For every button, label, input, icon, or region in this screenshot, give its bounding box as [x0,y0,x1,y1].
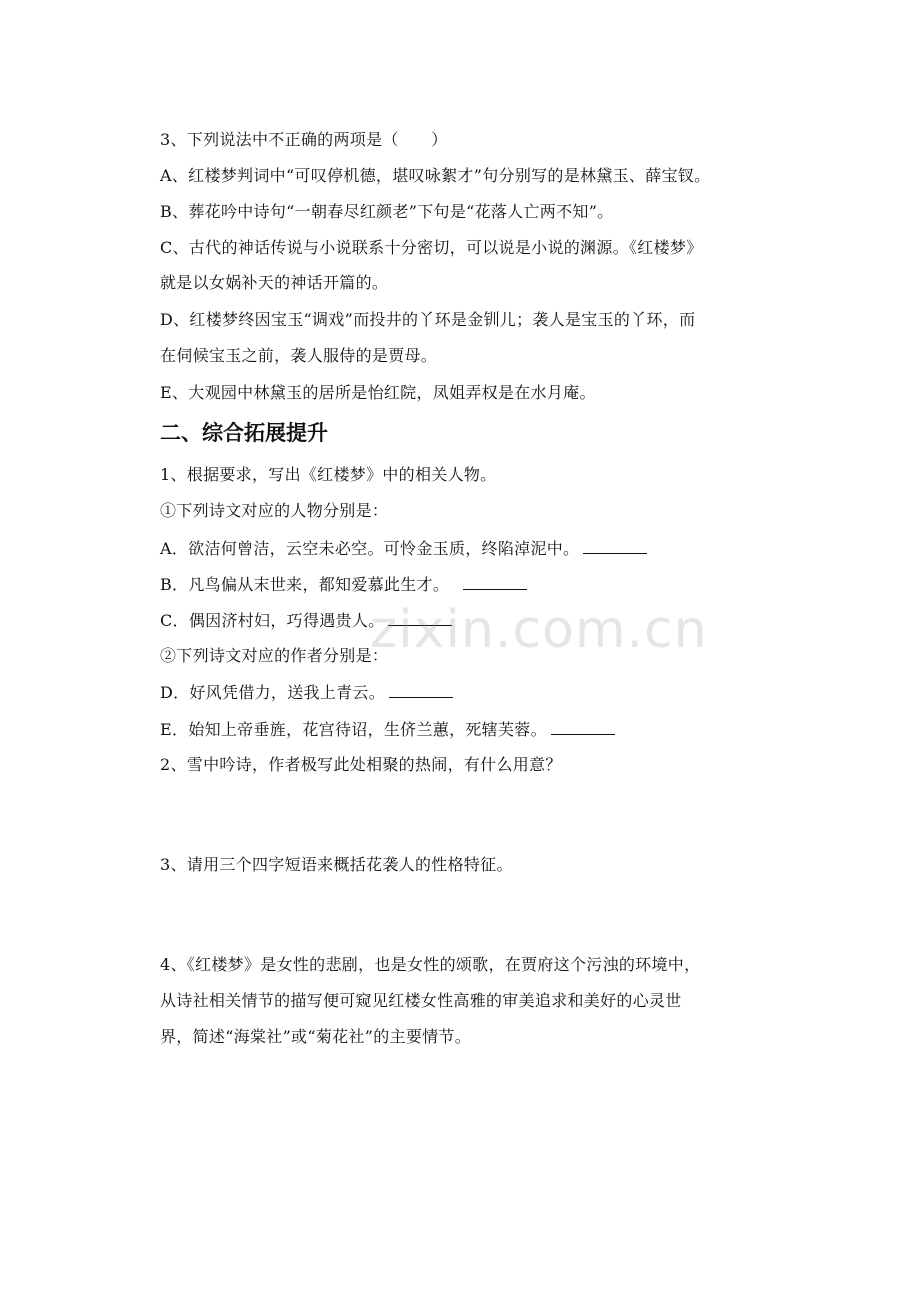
item-a-text: A．欲洁何曾洁，云空未必空。可怜金玉质，终陷淖泥中。 [160,539,580,558]
question-1-item-a [160,538,647,559]
question-2: 2、雪中吟诗，作者极写此处相聚的热闹，有什么用意？ [160,755,562,774]
question-1-item-e [160,719,615,740]
item-c-text: C．偶因济村妇，巧得遇贵人。 [160,611,385,630]
question-1-stem: 1、根据要求，写出《红楼梦》中的相关人物。 [160,465,497,484]
question-3: 3、请用三个四字短语来概括花袭人的性格特征。 [160,855,513,874]
question-3-option-c-line2: 就是以女娲补天的神话开篇的。 [160,273,389,292]
watermark: zixin.com.cn [370,600,708,660]
answer-blank-a[interactable] [583,538,647,554]
question-3-option-a: A、红楼梦判词中“可叹停机德，堪叹咏絮才”句分别写的是林黛玉、薛宝钗。 [160,166,711,185]
answer-blank-e[interactable] [551,719,615,735]
question-3-option-d-line1: D、红楼梦终因宝玉“调戏”而投井的丫环是金钏儿；袭人是宝玉的丫环，而 [160,310,696,329]
question-1-part2: ②下列诗文对应的作者分别是： [160,646,389,665]
question-1-item-b [160,574,527,595]
answer-blank-b[interactable] [463,574,527,590]
question-4-line1: 4、《红楼梦》是女性的悲剧，也是女性的颂歌，在贾府这个污浊的环境中， [160,955,701,974]
question-4-line3: 界，简述“海棠社”或“菊花社”的主要情节。 [160,1027,472,1046]
section-heading: 二、综合拓展提升 [160,420,328,445]
item-d-text: D．好风凭借力，送我上青云。 [160,683,386,702]
item-b-text: B．凡鸟偏从末世来，都知爱慕此生才。 [160,575,450,594]
question-3-option-b: B、葬花吟中诗句“一朝春尽红颜老”下句是“花落人亡两不知”。 [160,202,614,221]
item-e-text: E．始知上帝垂旌，花宫待诏，生侪兰蕙，死辖芙蓉。 [160,720,547,739]
question-3-option-e: E、大观园中林黛玉的居所是怡红院，凤姐弄权是在水月庵。 [160,383,596,402]
question-1-part1: ①下列诗文对应的人物分别是： [160,501,389,520]
question-3-option-d-line2: 在伺候宝玉之前，袭人服侍的是贾母。 [160,346,438,365]
question-4-line2: 从诗社相关情节的描写便可窥见红楼女性高雅的审美追求和美好的心灵世 [160,991,682,1010]
question-3-stem: 3、下列说法中不正确的两项是（ ） [160,130,448,149]
question-3-option-c-line1: C、古代的神话传说与小说联系十分密切，可以说是小说的渊源。《红楼梦》 [160,238,703,257]
question-1-item-d [160,682,453,703]
answer-blank-d[interactable] [389,682,453,698]
